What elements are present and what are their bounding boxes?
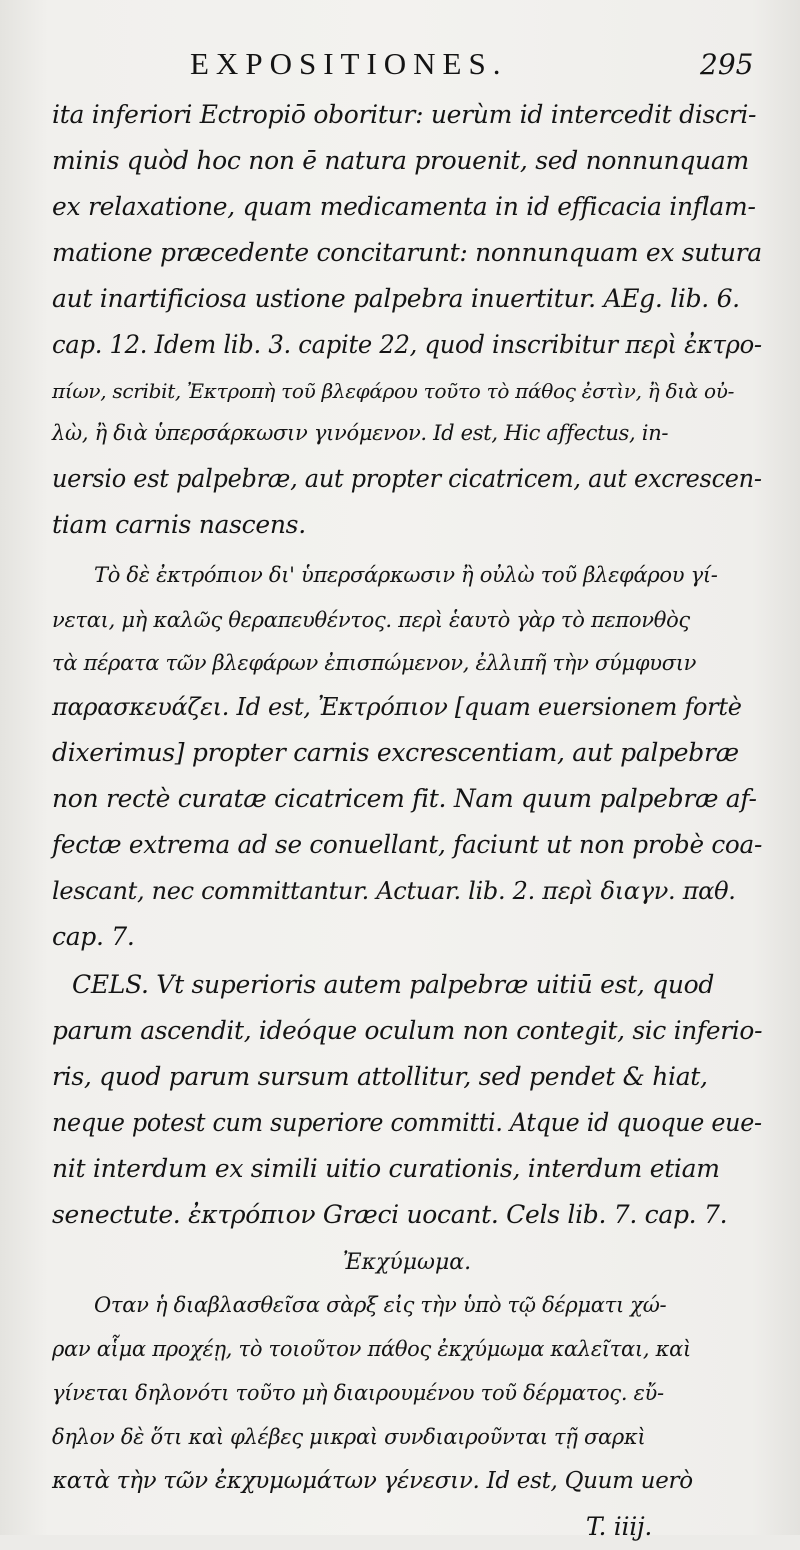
greek-paragraph-line: Τὸ δὲ ἐκτρόπιον δι' ὑπερσάρκωσιν ἢ οὐλὼ τοῦ βλεφάρου γί- xyxy=(94,563,718,587)
greek-paragraph-line: Οταν ἡ διαβλασθεῖσα σὰρξ εἰς τὴν ὑπὸ τῷ δέρματι χώ- xyxy=(94,1293,667,1317)
text-line: κατὰ τὴν τῶν ἐκχυμωμάτων γένεσιν. Id est, Quum uerò xyxy=(52,1468,693,1494)
signature-mark: T. iiij. xyxy=(585,1512,652,1541)
greek-paragraph-line: νεται, μὴ καλῶς θεραπευθέντος. περὶ ἑαυτὸ γὰρ τὸ πεπονθὸς xyxy=(52,608,690,632)
text-line: neque potest cum superiore committi. Atque id quoque eue- xyxy=(52,1108,762,1137)
text-line: cap. 12. Idem lib. 3. capite 22, quod inscribitur περὶ ἐκτρο- xyxy=(52,330,762,359)
text-line: ita inferiori Ectropiō oboritur: uerùm id intercedit discri- xyxy=(52,100,757,129)
text-line: tiam carnis nascens. xyxy=(52,510,306,539)
text-line: parum ascendit, ideóque oculum non contegit, sic inferio- xyxy=(52,1016,763,1045)
greek-paragraph-line: τὰ πέρατα τῶν βλεφάρων ἐπισπώμενον, ἐλλιπῆ τὴν σύμφυσιν xyxy=(52,651,697,675)
text-line: ex relaxatione, quam medicamenta in id efficacia inflam- xyxy=(52,192,756,221)
text-line: dixerimus] propter carnis excrescentiam, aut palpebræ xyxy=(52,738,739,767)
text-line: senectute. ἐκτρόπιον Græci uocant. Cels lib. 7. cap. 7. xyxy=(52,1200,728,1229)
text-line: ris, quod parum sursum attollitur, sed pendet & hiat, xyxy=(52,1062,708,1091)
cels-paragraph-line: CELS. Vt superioris autem palpebræ uitiū est, quod xyxy=(72,970,715,999)
text-line: λὼ, ἢ διὰ ὑπερσάρκωσιν γινόμενον. Id est, Hic affectus, in- xyxy=(52,421,669,445)
greek-paragraph-line: γίνεται δηλονότι τοῦτο μὴ διαιρουμένου τοῦ δέρματος. εὔ- xyxy=(52,1381,664,1405)
greek-paragraph-line: ραν αἷμα προχέῃ, τὸ τοιοῦτον πάθος ἐκχύμωμα καλεῖται, καὶ xyxy=(52,1337,691,1361)
running-head: EXPOSITIONES. xyxy=(190,46,508,81)
text-line: παρασκευάζει. Id est, Ἐκτρόπιον [quam euersionem fortè xyxy=(52,693,742,721)
text-line: non rectè curatæ cicatricem fit. Nam quum palpebræ af- xyxy=(52,784,757,813)
text-line: minis quòd hoc non ē natura prouenit, sed nonnunquam xyxy=(52,146,749,175)
text-line: πίων, scribit, Ἐκτροπὴ τοῦ βλεφάρου τοῦτο τὸ πάθος ἐστὶν, ἢ διὰ οὐ- xyxy=(52,379,735,403)
page-header xyxy=(0,44,800,84)
page-number: 295 xyxy=(700,48,754,81)
text-line: fectæ extrema ad se conuellant, faciunt ut non probè coa- xyxy=(52,830,763,859)
text-line: matione præcedente concitarunt: nonnunquam ex sutura xyxy=(52,238,762,267)
text-line: nit interdum ex simili uitio curationis, interdum etiam xyxy=(52,1154,720,1183)
greek-paragraph-line: δηλον δὲ ὅτι καὶ φλέβες μικραὶ συνδιαιροῦνται τῇ σαρκὶ xyxy=(52,1425,646,1449)
text-line: cap. 7. xyxy=(52,922,135,951)
text-line: lescant, nec committantur. Actuar. lib. 2. περὶ διαγν. παθ. xyxy=(52,877,736,905)
text-line: aut inartificiosa ustione palpebra inuertitur. AEg. lib. 6. xyxy=(52,284,740,313)
section-heading: Ἐκχύμωμα. xyxy=(342,1250,472,1275)
text-line: uersio est palpebræ, aut propter cicatricem, aut excrescen- xyxy=(52,464,762,493)
